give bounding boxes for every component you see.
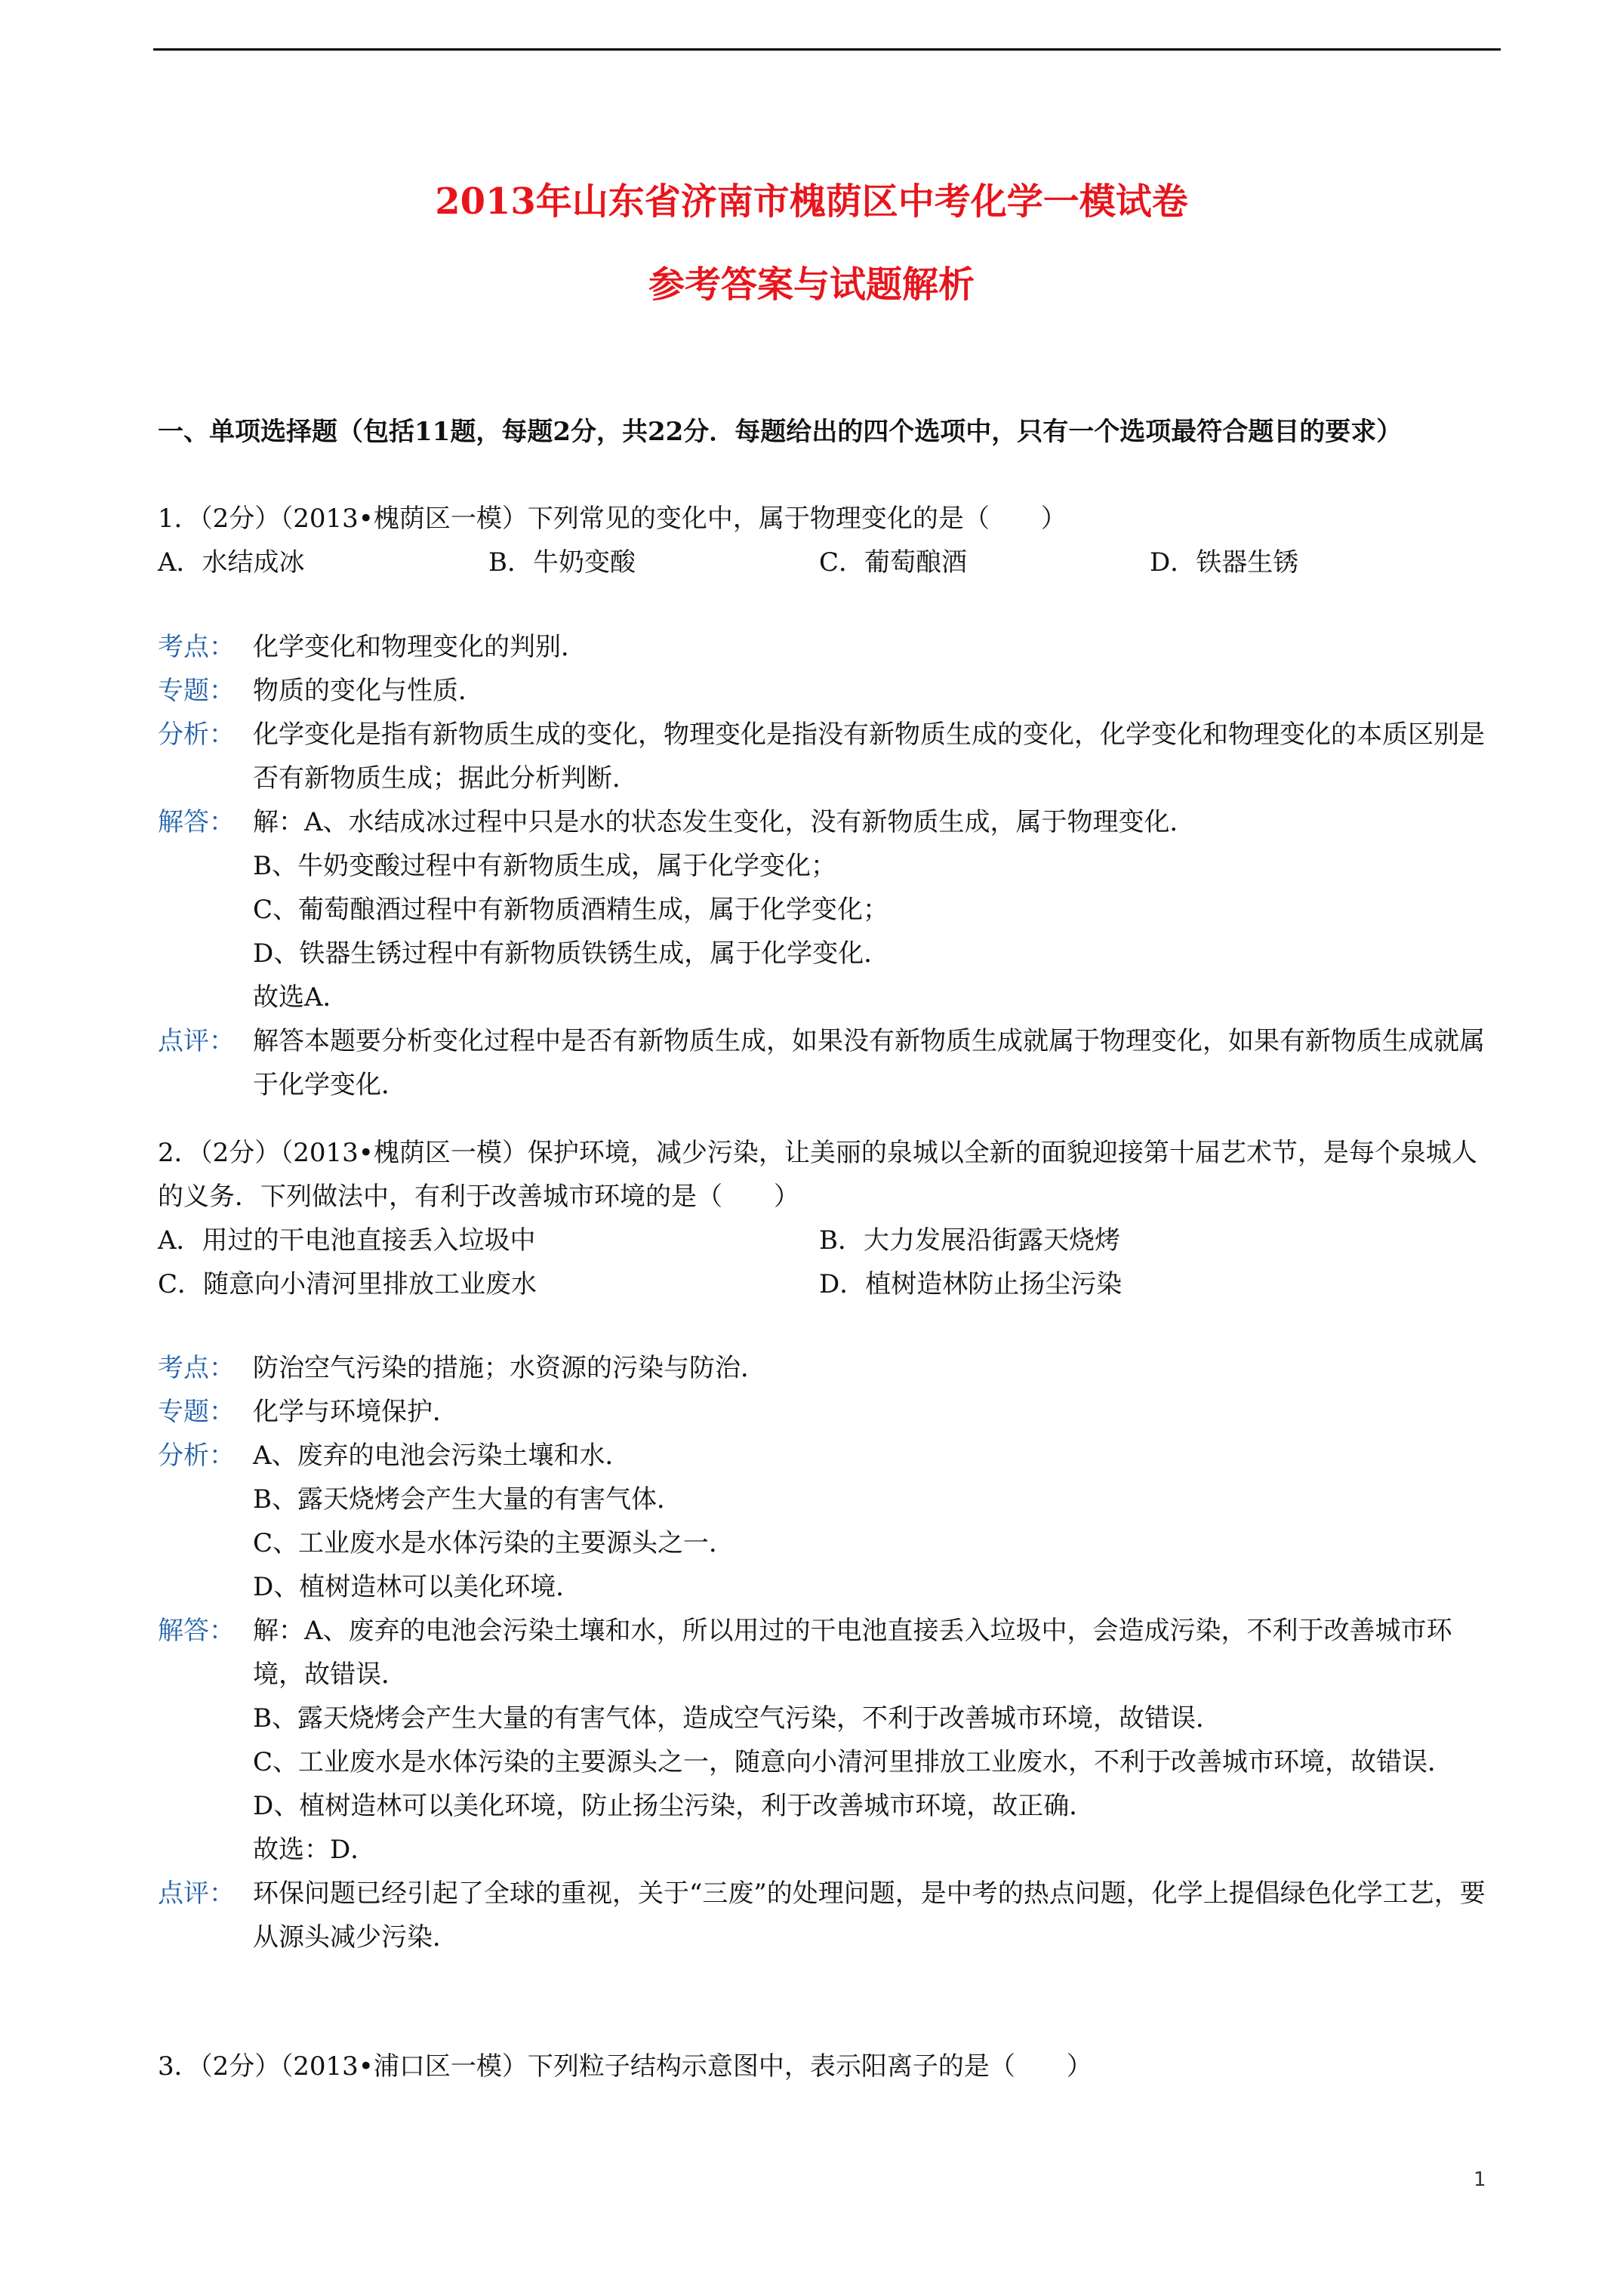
q2-analysis <box>158 1346 1498 1959</box>
q1-option-a: A．水结成冰 <box>158 547 305 578</box>
zhuanti-label: 专题： <box>158 676 235 706</box>
q2-dianping: 点评： 环保问题已经引起了全球的重视，关于“三废”的处理问题，是中考的热点问题，化学上提倡绿色化学工艺，要从源头减少污染． <box>158 1872 1498 1959</box>
q2-jieda-line: C、工业废水是水体污染的主要源头之一，随意向小清河里排放工业废水，不利于改善城市环境，故错误． <box>253 1747 1454 1777</box>
q1-jieda-line: D、铁器生锈过程中有新物质铁锈生成，属于化学变化． <box>253 938 890 969</box>
q1-jieda-line: C、葡萄酿酒过程中有新物质酒精生成，属于化学变化； <box>253 895 889 925</box>
q2-jieda-line: D、植树造林可以美化环境，防止扬尘污染，利于改善城市环境，故正确． <box>253 1791 1095 1821</box>
q2-fenxi: 分析： A、废弃的电池会污染土壤和水． <box>158 1434 1498 1478</box>
exam-title: 2013年山东省济南市槐荫区中考化学一模试卷 <box>435 180 1188 223</box>
jieda-label: 解答： <box>158 807 235 837</box>
dianping-label: 点评： <box>158 1026 235 1056</box>
kaodian-label: 考点： <box>158 1353 235 1383</box>
q2-fenxi-line: D、植树造林可以美化环境． <box>253 1572 582 1602</box>
q3-stem: 3．（2分）（2013•浦口区一模）下列粒子结构示意图中，表示阳离子的是（ ） <box>158 2051 1092 2082</box>
exam-subtitle: 参考答案与试题解析 <box>648 264 975 306</box>
q2-jieda-line: 故选：D． <box>253 1835 377 1865</box>
q1-jieda-line: B、牛奶变酸过程中有新物质生成，属于化学变化； <box>253 851 836 881</box>
q1-fenxi: 分析： 化学变化是指有新物质生成的变化，物理变化是指没有新物质生成的变化，化学变化和物理变化的本质区别是否有新物质生成；据此分析判断． <box>158 713 1498 800</box>
q1-kaodian: 考点： 化学变化和物理变化的判别． <box>158 625 1498 669</box>
q2-fenxi-line: C、工业废水是水体污染的主要源头之一． <box>253 1528 735 1558</box>
q1-analysis <box>158 625 1498 1107</box>
q2-zhuanti: 专题： 化学与环境保护． <box>158 1390 1498 1434</box>
q2-fenxi-line: B、露天烧烤会产生大量的有害气体． <box>253 1484 682 1515</box>
q2-option-a: A．用过的干电池直接丢入垃圾中 <box>158 1225 536 1256</box>
q1-option-b: B．牛奶变酸 <box>488 547 636 578</box>
q1-jieda-line: 故选A． <box>253 982 349 1012</box>
q2-kaodian: 考点： 防治空气污染的措施；水资源的污染与防治． <box>158 1346 1498 1390</box>
top-rule <box>153 48 1501 51</box>
q1-option-c: C．葡萄酿酒 <box>819 547 968 578</box>
q1-dianping: 点评： 解答本题要分析变化过程中是否有新物质生成，如果没有新物质生成就属于物理变化，如果有新物质生成就属于化学变化． <box>158 1019 1498 1107</box>
fenxi-label: 分析： <box>158 720 235 750</box>
q1-stem: 1．（2分）（2013•槐荫区一模）下列常见的变化中，属于物理变化的是（ ） <box>158 504 1067 534</box>
q1-jieda: 解答： 解：A、水结成冰过程中只是水的状态发生变化，没有新物质生成，属于物理变化． <box>158 800 1498 844</box>
fenxi-label: 分析： <box>158 1441 235 1471</box>
q2-stem: 2．（2分）（2013•槐荫区一模）保护环境，减少污染，让美丽的泉城以全新的面貌迎接第十届艺术节，是每个泉城人的义务．下列做法中，有利于改善城市环境的是（ ） <box>158 1138 1477 1212</box>
q2-option-c: C．随意向小清河里排放工业废水 <box>158 1269 537 1299</box>
kaodian-label: 考点： <box>158 632 235 662</box>
q2-jieda: 解答： 解：A、废弃的电池会污染土壤和水，所以用过的干电池直接丢入垃圾中，会造成污染，不利于改善城市环境，故错误． <box>158 1609 1498 1697</box>
dianping-label: 点评： <box>158 1878 235 1909</box>
jieda-label: 解答： <box>158 1616 235 1646</box>
section-heading: 一、单项选择题（包括11题，每题2分，共22分．每题给出的四个选项中，只有一个选项最符合题目的要求） <box>158 417 1403 447</box>
q2-jieda-line: B、露天烧烤会产生大量的有害气体，造成空气污染，不利于改善城市环境，故错误． <box>253 1703 1221 1734</box>
q1-zhuanti: 专题： 物质的变化与性质． <box>158 669 1498 713</box>
page-number: 1 <box>1474 2168 1486 2191</box>
q2-option-b: B．大力发展沿街露天烧烤 <box>819 1225 1120 1256</box>
q1-option-d: D．铁器生锈 <box>1150 547 1299 578</box>
zhuanti-label: 专题： <box>158 1397 235 1427</box>
q2-option-d: D．植树造林防止扬尘污染 <box>819 1269 1123 1299</box>
